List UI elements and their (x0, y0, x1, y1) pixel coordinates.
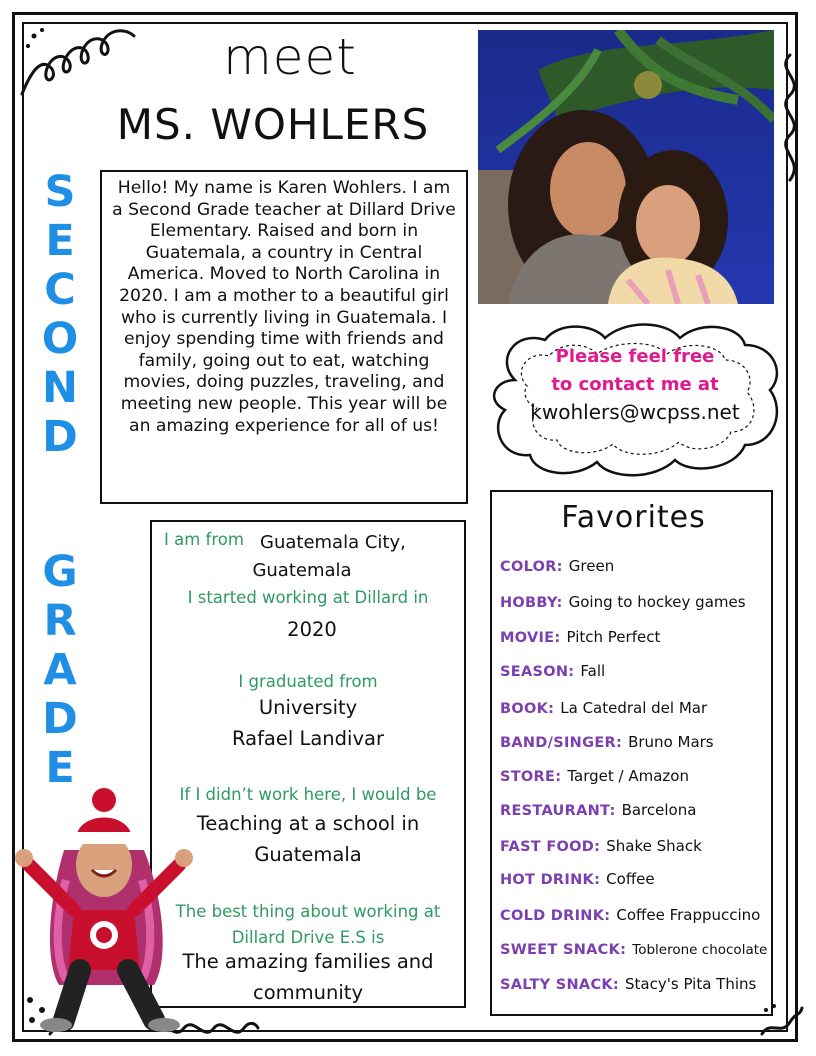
favorite-value: Pitch Perfect (566, 628, 661, 646)
from-question: I am from (164, 530, 244, 549)
vertical-letter: D (42, 694, 78, 744)
favorite-label: COLOR: (500, 559, 563, 575)
contact-line-1: Please feel free (555, 346, 715, 367)
favorite-label: SALTY SNACK: (500, 977, 620, 993)
work-answer-line-1: Teaching at a school in (196, 812, 420, 835)
from-answer-line-1: Guatemala City, (260, 532, 406, 553)
favorites-title: Favorites (561, 500, 706, 535)
favorite-value: Stacy's Pita Thins (625, 975, 757, 993)
favorite-value: Bruno Mars (628, 733, 714, 751)
vertical-letter: G (42, 547, 78, 597)
favorite-row (500, 661, 605, 680)
from-answer-line-2: Guatemala (252, 560, 352, 581)
favorite-value: Fall (580, 662, 606, 680)
vertical-letter: S (44, 167, 76, 217)
favorite-label: RESTAURANT: (500, 803, 616, 819)
favorite-row (500, 905, 760, 924)
teacher-photo (478, 30, 774, 304)
favorite-label: BOOK: (500, 701, 555, 717)
vertical-letter: A (43, 645, 77, 695)
started-answer: 2020 (287, 618, 337, 641)
vertical-word-grade (30, 548, 90, 793)
contact-line-2: to contact me at (551, 374, 719, 395)
favorite-row (500, 766, 689, 785)
favorite-label: SWEET SNACK: (500, 942, 627, 958)
favorite-row (500, 698, 707, 717)
favorites-box (490, 490, 773, 1016)
started-question: I started working at Dillard in (187, 588, 429, 607)
favorite-row (500, 732, 714, 751)
favorite-row (500, 869, 655, 888)
favorite-value: Coffee (606, 870, 655, 888)
favorite-row (500, 592, 746, 611)
swirl-doodle-top-left (14, 14, 144, 104)
vertical-letter: C (44, 265, 76, 315)
teacher-name: MS. WOHLERS (116, 100, 430, 149)
favorite-label: HOBBY: (500, 595, 563, 611)
favorite-row (500, 974, 756, 993)
favorite-row (500, 836, 702, 855)
favorite-label: SEASON: (500, 664, 575, 680)
favorite-label: MOVIE: (500, 630, 561, 646)
favorite-value: Barcelona (621, 801, 697, 819)
work-answer-line-2: Guatemala (254, 843, 362, 866)
vertical-word-second (30, 168, 90, 462)
favorite-label: BAND/SINGER: (500, 735, 623, 751)
favorite-value: Toblerone chocolate (632, 942, 768, 958)
best-question-line-1: The best thing about working at (175, 902, 441, 921)
favorite-label: COLD DRINK: (500, 908, 611, 924)
favorite-row (500, 627, 660, 646)
vertical-letter: O (41, 314, 79, 364)
graduated-answer-line-2: Rafael Landivar (232, 727, 384, 750)
graduated-answer-line-1: University (258, 696, 358, 719)
favorite-value: Going to hockey games (568, 593, 746, 611)
teacher-avatar (4, 770, 204, 1040)
best-answer-line-2: community (253, 981, 363, 1004)
favorite-label: FAST FOOD: (500, 839, 601, 855)
favorite-value: Target / Amazon (567, 767, 689, 785)
favorite-row (500, 939, 767, 958)
meet-heading: meet (223, 28, 357, 86)
vertical-letter: E (45, 216, 75, 266)
bio-text: Hello! My name is Karen Wohlers. I am a Second Grade teacher at Dillard Drive Elementary. Raised and born in Guatemala, a country in Central America. Moved to North Carolina in 2020. I am a mother to a beautiful girl who is currently living in Guatemala. I enjoy spending time with friends and family, going out to eat, watching movies, doing puzzles, traveling, and meeting new people. This year will be an amazing experience for all of us! (112, 178, 456, 436)
favorite-label: HOT DRINK: (500, 872, 601, 888)
graduated-question: I graduated from (238, 672, 378, 691)
favorite-label: STORE: (500, 769, 562, 785)
vertical-letter: D (42, 412, 78, 462)
swirl-doodle-top-right (770, 50, 810, 190)
bio-box (100, 170, 468, 504)
vertical-letter: N (42, 363, 78, 413)
favorite-value: Coffee Frappuccino (616, 906, 761, 924)
favorite-value: Green (568, 557, 615, 575)
contact-callout (485, 320, 785, 480)
favorite-row (500, 800, 696, 819)
vertical-letter: E (45, 743, 75, 793)
contact-email-link[interactable]: kwohlers@wcpss.net (530, 400, 740, 424)
favorite-value: La Catedral del Mar (560, 699, 708, 717)
best-question-line-2: Dillard Drive E.S is (231, 928, 385, 947)
best-answer-line-1: The amazing families and (182, 950, 434, 973)
favorite-value: Shake Shack (606, 837, 702, 855)
work-question: If I didn’t work here, I would be (179, 785, 437, 804)
vertical-letter: R (43, 596, 77, 646)
favorite-row (500, 556, 614, 575)
